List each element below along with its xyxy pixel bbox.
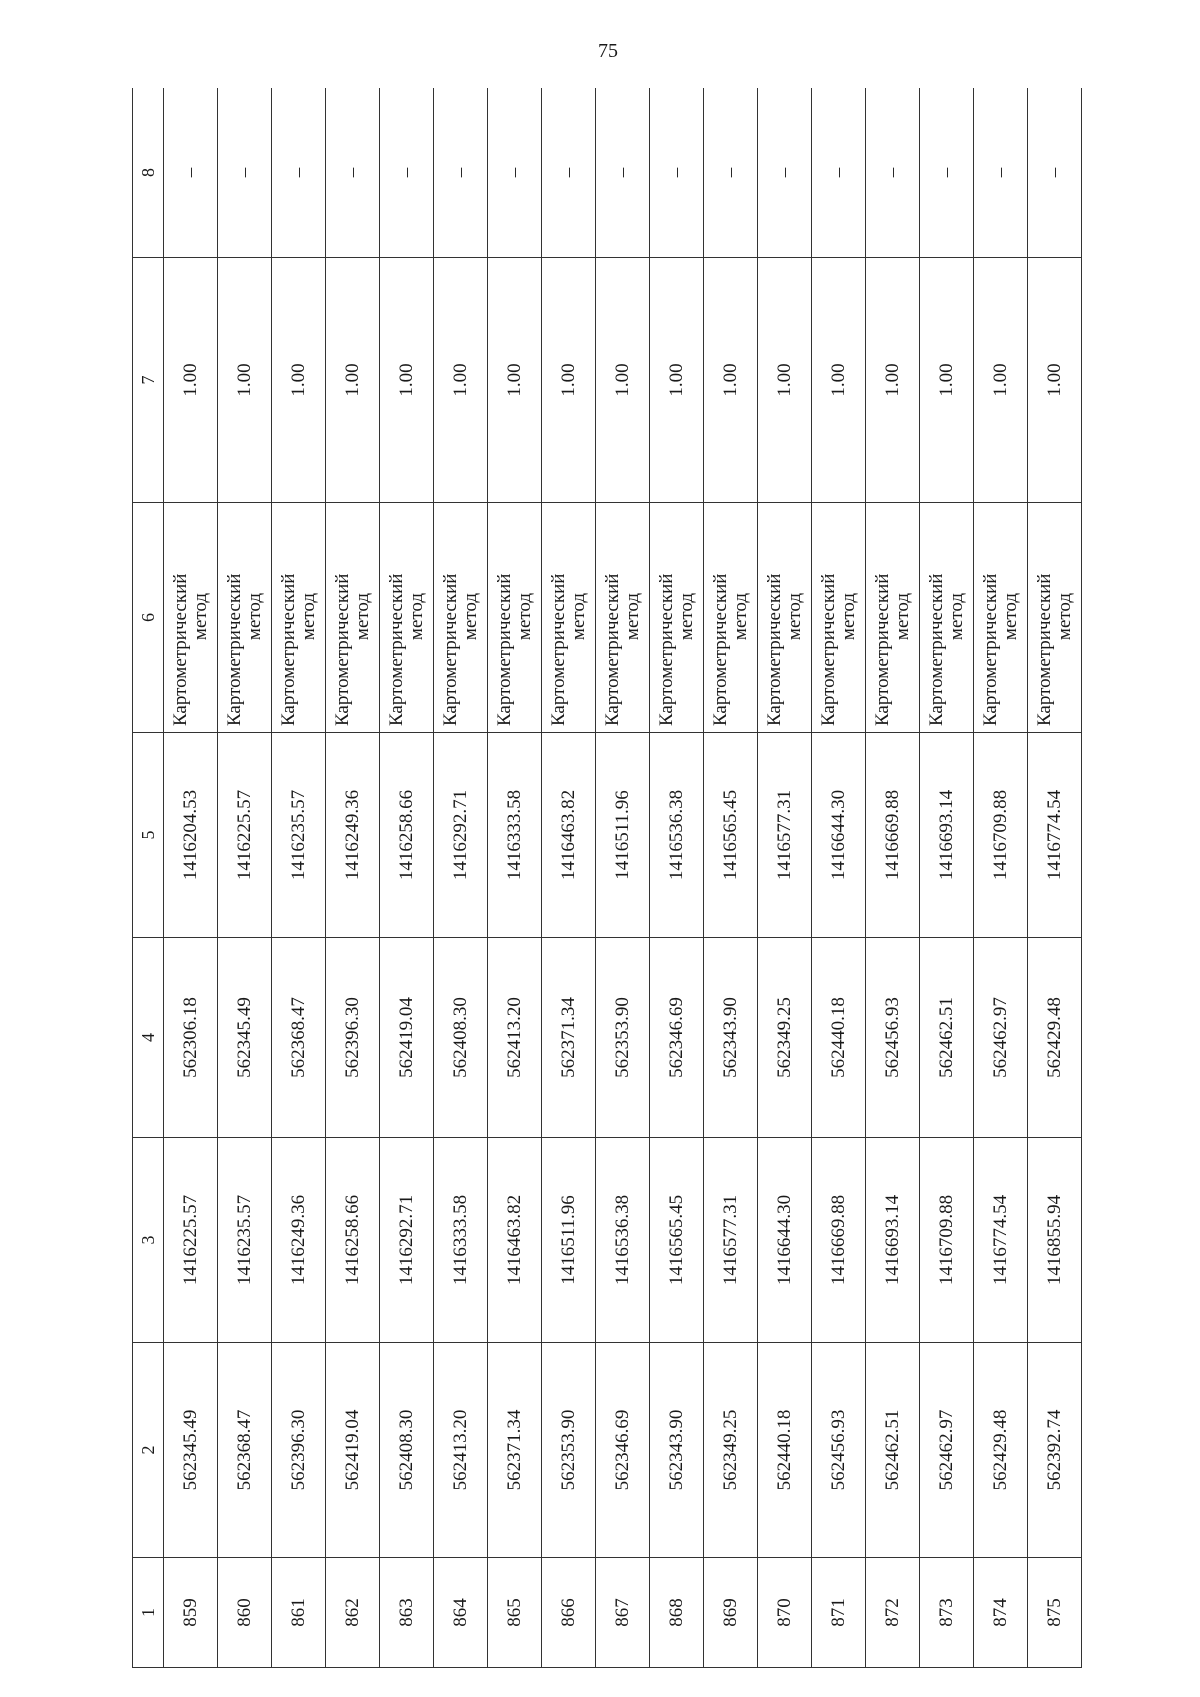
cell-n: 872 [866,1558,920,1668]
method-line-1: Картометрический [925,573,947,726]
cell-c3: 1416258.66 [326,1138,380,1343]
cell-c7: 1.00 [704,258,758,503]
method-cell [380,503,434,733]
table-row [380,88,434,1668]
cell-c8: – [326,88,380,258]
method-cell [758,503,812,733]
method-cell [704,503,758,733]
cell-c8: – [164,88,218,258]
method-line-2: метод [243,592,265,641]
method-line-1: Картометрический [817,573,839,726]
table-row [272,88,326,1668]
method-line-1: Картометрический [493,573,515,726]
cell-c7: 1.00 [758,258,812,503]
cell-c7: 1.00 [488,258,542,503]
cell-c8: – [920,88,974,258]
cell-c8: – [974,88,1028,258]
method-line-1: Картометрический [547,573,569,726]
cell-c4: 562306.18 [164,938,218,1138]
table-body [164,88,1082,1668]
method-cell [974,503,1028,733]
cell-c8: – [704,88,758,258]
cell-c7: 1.00 [812,258,866,503]
method-cell [1028,503,1082,733]
cell-c3: 1416463.82 [488,1138,542,1343]
cell-c7: 1.00 [542,258,596,503]
method-line-2: метод [189,592,211,641]
cell-c2: 562353.90 [542,1343,596,1558]
cell-n: 862 [326,1558,380,1668]
method-line-2: метод [945,592,967,641]
cell-c8: – [758,88,812,258]
cell-c5: 1416249.36 [326,733,380,938]
method-cell [272,503,326,733]
page-number: 75 [598,40,618,62]
table-row [326,88,380,1668]
method-line-2: метод [729,592,751,641]
cell-c8: – [434,88,488,258]
method-line-2: метод [1053,592,1075,641]
cell-n: 875 [1028,1558,1082,1668]
cell-c2: 562429.48 [974,1343,1028,1558]
cell-c2: 562462.97 [920,1343,974,1558]
cell-c3: 1416235.57 [218,1138,272,1343]
cell-n: 864 [434,1558,488,1668]
method-cell [596,503,650,733]
table-row [650,88,704,1668]
cell-c7: 1.00 [596,258,650,503]
cell-c7: 1.00 [974,258,1028,503]
cell-c5: 1416463.82 [542,733,596,938]
cell-c2: 562368.47 [218,1343,272,1558]
cell-c5: 1416693.14 [920,733,974,938]
method-line-2: метод [567,592,589,641]
rotated-table [132,88,1082,1668]
cell-c2: 562392.74 [1028,1343,1082,1558]
method-line-2: метод [837,592,859,641]
table-row [974,88,1028,1668]
cell-c5: 1416577.31 [758,733,812,938]
cell-c3: 1416511.96 [542,1138,596,1343]
method-line-2: метод [297,592,319,641]
cell-c2: 562456.93 [812,1343,866,1558]
cell-n: 859 [164,1558,218,1668]
method-line-2: метод [891,592,913,641]
cell-c8: – [596,88,650,258]
method-line-1: Картометрический [871,573,893,726]
cell-c4: 562343.90 [704,938,758,1138]
cell-c7: 1.00 [272,258,326,503]
method-cell [488,503,542,733]
table-row [866,88,920,1668]
cell-c4: 562419.04 [380,938,434,1138]
method-line-1: Картометрический [385,573,407,726]
method-line-2: метод [405,592,427,641]
method-cell [650,503,704,733]
cell-c4: 562462.51 [920,938,974,1138]
cell-c3: 1416669.88 [812,1138,866,1343]
table-row [704,88,758,1668]
cell-c4: 562462.97 [974,938,1028,1138]
method-line-2: метод [621,592,643,641]
column-header: 2 [133,1343,164,1558]
header-row [133,88,164,1668]
cell-c3: 1416855.94 [1028,1138,1082,1343]
table-row [812,88,866,1668]
cell-c3: 1416292.71 [380,1138,434,1343]
method-line-2: метод [999,592,1021,641]
cell-c3: 1416693.14 [866,1138,920,1343]
method-line-1: Картометрический [169,573,191,726]
column-header: 5 [133,733,164,938]
cell-c4: 562396.30 [326,938,380,1138]
method-cell [542,503,596,733]
cell-c4: 562429.48 [1028,938,1082,1138]
cell-c2: 562462.51 [866,1343,920,1558]
table-row [218,88,272,1668]
cell-n: 868 [650,1558,704,1668]
method-line-2: метод [513,592,535,641]
method-line-1: Картометрический [763,573,785,726]
column-header: 6 [133,503,164,733]
cell-c3: 1416709.88 [920,1138,974,1343]
method-line-1: Картометрический [331,573,353,726]
method-line-2: метод [459,592,481,641]
cell-n: 866 [542,1558,596,1668]
cell-c5: 1416235.57 [272,733,326,938]
table-row [164,88,218,1668]
method-line-2: метод [783,592,805,641]
cell-c4: 562408.30 [434,938,488,1138]
method-line-2: метод [675,592,697,641]
cell-c5: 1416669.88 [866,733,920,938]
cell-c7: 1.00 [218,258,272,503]
method-line-1: Картометрический [601,573,623,726]
cell-c8: – [866,88,920,258]
cell-c7: 1.00 [866,258,920,503]
method-line-1: Картометрический [979,573,1001,726]
cell-n: 871 [812,1558,866,1668]
cell-c2: 562408.30 [380,1343,434,1558]
cell-c7: 1.00 [650,258,704,503]
cell-c7: 1.00 [434,258,488,503]
cell-n: 861 [272,1558,326,1668]
cell-n: 863 [380,1558,434,1668]
cell-c5: 1416536.38 [650,733,704,938]
method-cell [866,503,920,733]
cell-c5: 1416225.57 [218,733,272,938]
cell-n: 867 [596,1558,650,1668]
method-cell [218,503,272,733]
cell-n: 874 [974,1558,1028,1668]
cell-c8: – [380,88,434,258]
cell-c8: – [488,88,542,258]
cell-c4: 562368.47 [272,938,326,1138]
table-container [132,88,1082,1668]
table-row [596,88,650,1668]
cell-c8: – [542,88,596,258]
cell-c8: – [272,88,326,258]
cell-c3: 1416536.38 [596,1138,650,1343]
cell-c5: 1416258.66 [380,733,434,938]
cell-c7: 1.00 [326,258,380,503]
table-row [1028,88,1082,1668]
cell-c4: 562353.90 [596,938,650,1138]
cell-c3: 1416333.58 [434,1138,488,1343]
cell-c2: 562345.49 [164,1343,218,1558]
cell-c5: 1416774.54 [1028,733,1082,938]
method-cell [164,503,218,733]
cell-c8: – [1028,88,1082,258]
cell-c5: 1416333.58 [488,733,542,938]
cell-c2: 562419.04 [326,1343,380,1558]
table-row [488,88,542,1668]
cell-n: 860 [218,1558,272,1668]
method-cell [434,503,488,733]
cell-c2: 562349.25 [704,1343,758,1558]
method-cell [812,503,866,733]
method-line-1: Картометрический [439,573,461,726]
cell-c3: 1416225.57 [164,1138,218,1343]
cell-c3: 1416249.36 [272,1138,326,1343]
table-row [434,88,488,1668]
cell-c7: 1.00 [380,258,434,503]
cell-c5: 1416709.88 [974,733,1028,938]
cell-c7: 1.00 [164,258,218,503]
cell-c4: 562346.69 [650,938,704,1138]
cell-c3: 1416577.31 [704,1138,758,1343]
cell-c2: 562371.34 [488,1343,542,1558]
method-line-1: Картометрический [277,573,299,726]
cell-n: 865 [488,1558,542,1668]
method-line-1: Картометрический [655,573,677,726]
cell-c3: 1416774.54 [974,1138,1028,1343]
cell-c8: – [650,88,704,258]
table-row [758,88,812,1668]
cell-c8: – [218,88,272,258]
table-row [542,88,596,1668]
coordinates-table [132,88,1082,1668]
cell-c5: 1416565.45 [704,733,758,938]
cell-c4: 562345.49 [218,938,272,1138]
cell-n: 873 [920,1558,974,1668]
table-row [920,88,974,1668]
cell-c8: – [812,88,866,258]
cell-c7: 1.00 [1028,258,1082,503]
cell-c4: 562440.18 [812,938,866,1138]
method-line-2: метод [351,592,373,641]
cell-c4: 562456.93 [866,938,920,1138]
cell-c2: 562440.18 [758,1343,812,1558]
column-header: 8 [133,88,164,258]
cell-c3: 1416565.45 [650,1138,704,1343]
column-header: 1 [133,1558,164,1668]
column-header: 3 [133,1138,164,1343]
cell-n: 870 [758,1558,812,1668]
cell-c5: 1416511.96 [596,733,650,938]
cell-c5: 1416644.30 [812,733,866,938]
method-line-1: Картометрический [709,573,731,726]
cell-c5: 1416204.53 [164,733,218,938]
column-header: 4 [133,938,164,1138]
cell-c2: 562396.30 [272,1343,326,1558]
method-line-1: Картометрический [223,573,245,726]
cell-c2: 562343.90 [650,1343,704,1558]
cell-c7: 1.00 [920,258,974,503]
method-line-1: Картометрический [1033,573,1055,726]
column-header: 7 [133,258,164,503]
cell-c2: 562413.20 [434,1343,488,1558]
cell-c4: 562349.25 [758,938,812,1138]
cell-c2: 562346.69 [596,1343,650,1558]
cell-c4: 562371.34 [542,938,596,1138]
method-cell [920,503,974,733]
cell-n: 869 [704,1558,758,1668]
cell-c5: 1416292.71 [434,733,488,938]
cell-c3: 1416644.30 [758,1138,812,1343]
cell-c4: 562413.20 [488,938,542,1138]
method-cell [326,503,380,733]
